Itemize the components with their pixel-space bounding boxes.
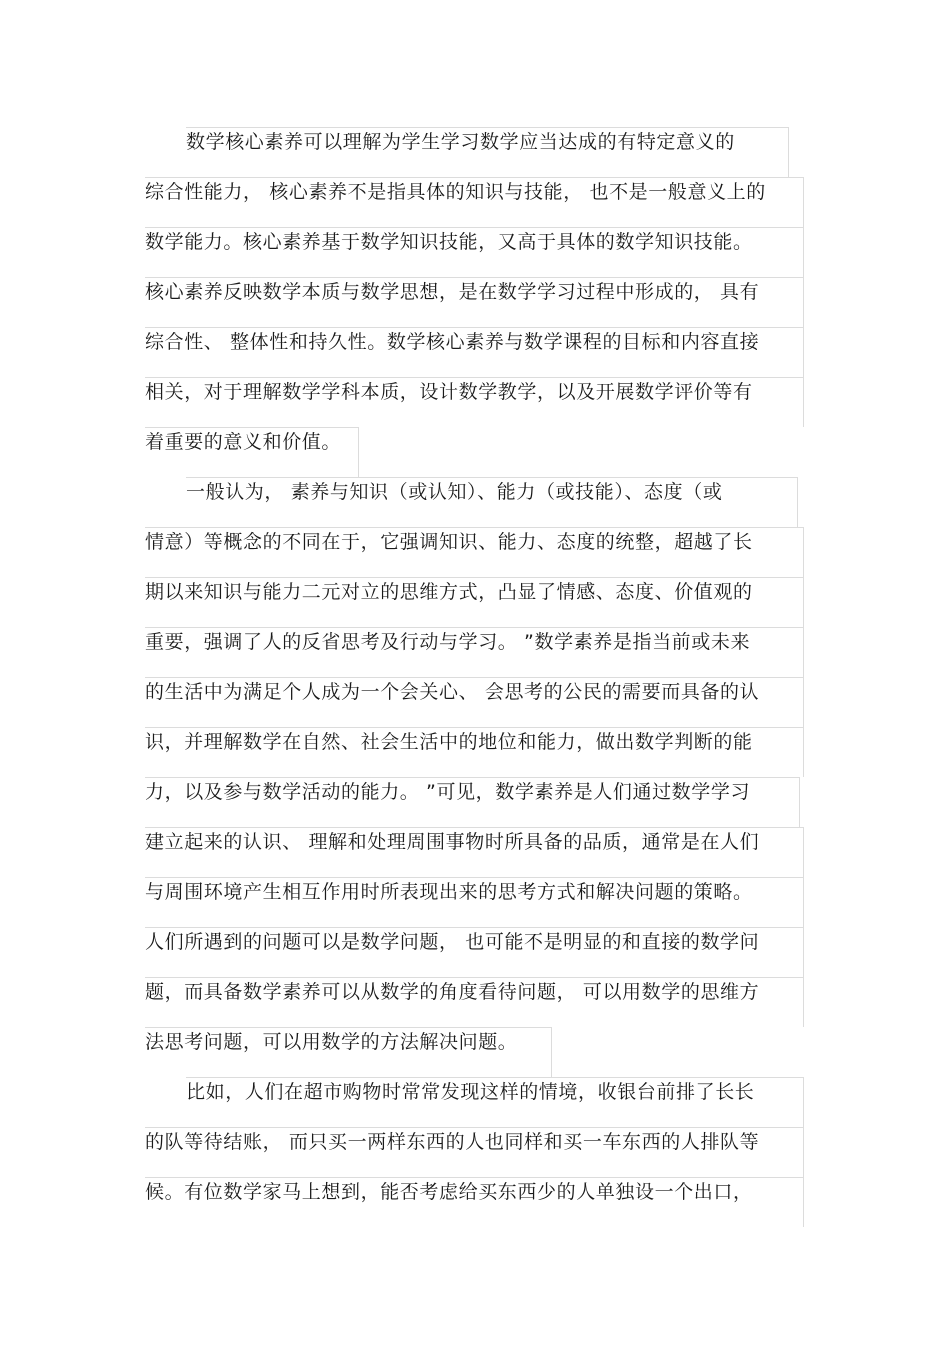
text-line-content: 题，而具备数学素养可以从数学的角度看待问题， 可以用数学的思维方 <box>145 981 760 1003</box>
text-line-content: 重要，强调了人的反省思考及行动与学习。 ”数学素养是指当前或未来 <box>145 631 751 653</box>
text-line <box>186 127 789 177</box>
text-line-content: 一般认为， 素养与知识（或认知）、能力（或技能）、态度（或 <box>186 481 723 503</box>
text-line <box>145 727 804 777</box>
text-line-content: 综合性、 整体性和持久性。数学核心素养与数学课程的目标和内容直接 <box>145 331 760 353</box>
text-line <box>145 1177 804 1227</box>
text-line <box>145 1127 804 1177</box>
text-line <box>145 427 359 477</box>
text-line-content: 着重要的意义和价值。 <box>145 431 342 453</box>
text-line-content: 期以来知识与能力二元对立的思维方式，凸显了情感、态度、价值观的 <box>145 581 753 603</box>
text-line-content: 的生活中为满足个人成为一个会关心、 会思考的公民的需要而具备的认 <box>145 681 760 703</box>
text-line-content: 候。有位数学家马上想到，能否考虑给买东西少的人单独设一个出口， <box>145 1181 753 1203</box>
text-line <box>145 277 804 327</box>
text-line-content: 的队等待结账， 而只买一两样东西的人也同样和买一车东西的人排队等 <box>145 1131 760 1153</box>
text-line <box>145 377 804 427</box>
text-line-content: 数学能力。核心素养基于数学知识技能，又高于具体的数学知识技能。 <box>145 231 753 253</box>
text-line <box>145 777 800 827</box>
text-line <box>145 827 804 877</box>
text-line <box>186 1077 804 1127</box>
text-line <box>145 977 804 1027</box>
text-line-content: 法思考问题，可以用数学的方法解决问题。 <box>145 1031 518 1053</box>
text-line-content: 综合性能力， 核心素养不是指具体的知识与技能， 也不是一般意义上的 <box>145 181 766 203</box>
text-line <box>145 177 804 227</box>
text-line <box>145 927 804 977</box>
text-line-content: 比如，人们在超市购物时常常发现这样的情境，收银台前排了长长 <box>186 1081 755 1103</box>
text-line <box>145 877 804 927</box>
text-line-content: 情意）等概念的不同在于，它强调知识、能力、态度的统整，超越了长 <box>145 531 753 553</box>
text-line <box>145 677 804 727</box>
text-line <box>145 1027 552 1077</box>
text-line <box>145 227 804 277</box>
text-line <box>145 527 804 577</box>
text-line-content: 数学核心素养可以理解为学生学习数学应当达成的有特定意义的 <box>186 131 735 153</box>
text-line <box>145 327 804 377</box>
text-line <box>145 627 804 677</box>
text-line-content: 建立起来的认识、 理解和处理周围事物时所具备的品质，通常是在人们 <box>145 831 760 853</box>
text-line-content: 与周围环境产生相互作用时所表现出来的思考方式和解决问题的策略。 <box>145 881 753 903</box>
text-line-content: 识，并理解数学在自然、社会生活中的地位和能力，做出数学判断的能 <box>145 731 753 753</box>
text-line-content: 人们所遇到的问题可以是数学问题， 也可能不是明显的和直接的数学问 <box>145 931 760 953</box>
text-line <box>186 477 798 527</box>
text-line-content: 相关，对于理解数学学科本质，设计数学教学，以及开展数学评价等有 <box>145 381 753 403</box>
text-line-content: 核心素养反映数学本质与数学思想，是在数学学习过程中形成的， 具有 <box>145 281 760 303</box>
text-line <box>145 577 804 627</box>
text-line-content: 力，以及参与数学活动的能力。 ”可见，数学素养是人们通过数学学习 <box>145 781 751 803</box>
